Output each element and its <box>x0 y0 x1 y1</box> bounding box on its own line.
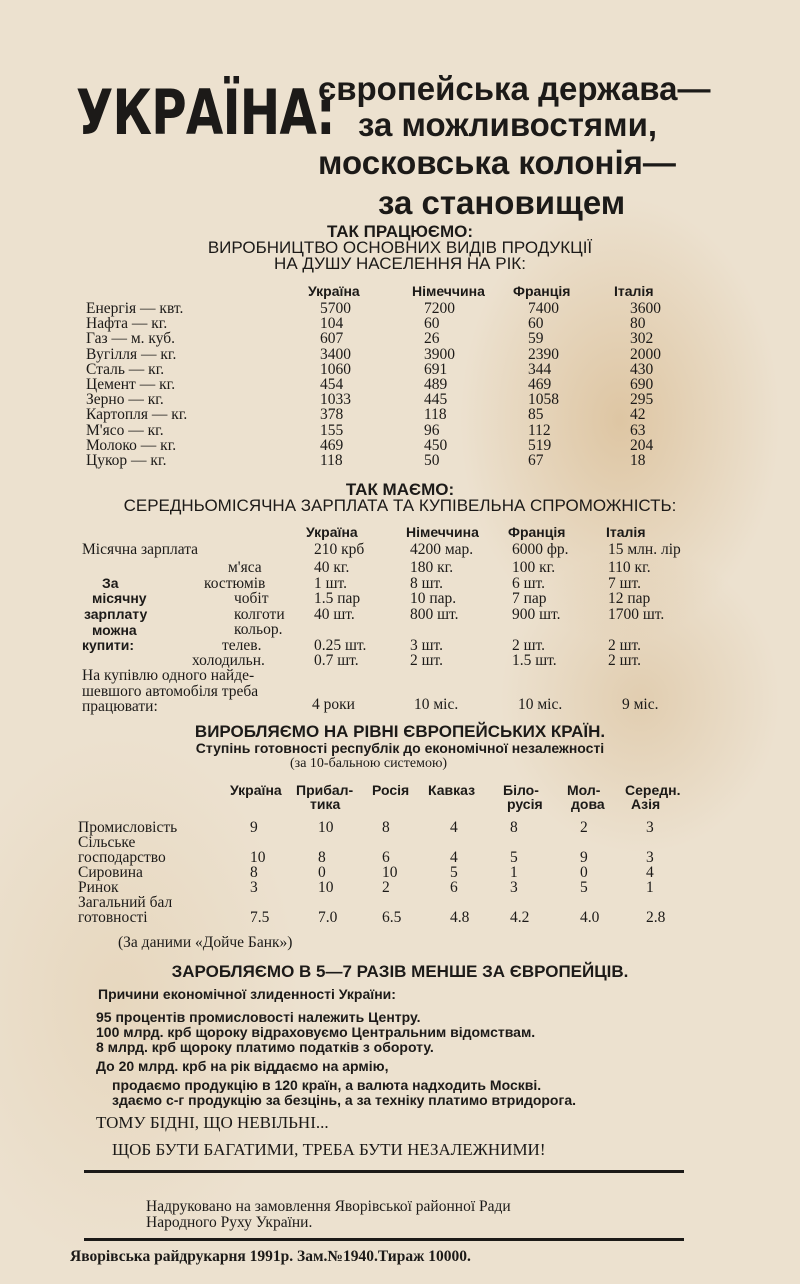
s2-heading-2: СЕРЕДНЬОМІСЯЧНА ЗАРПЛАТА ТА КУПІВЕЛЬНА СПРОМОЖНІСТЬ: <box>123 496 677 515</box>
s4-heading: ЗАРОБЛЯЄМО В 5—7 РАЗІВ МЕНШЕ ЗА ЄВРОПЕЙЦІВ. <box>171 962 629 981</box>
item-label: м'яса <box>228 559 262 576</box>
table-cell: 10 <box>250 849 266 866</box>
item-label: колготи <box>234 606 285 623</box>
table-cell: 3 <box>646 819 654 836</box>
item-label: холодильн. <box>192 652 265 669</box>
table-cell: 7200 <box>424 300 455 317</box>
table-cell: 1.5 шт. <box>512 652 557 669</box>
row-label: Сталь — кг. <box>86 360 165 378</box>
table-cell: 1700 шт. <box>608 606 665 623</box>
car-label: шевшого автомобіля треба <box>82 682 259 700</box>
table-cell: 3900 <box>424 345 455 363</box>
table-cell: 2000 <box>630 345 661 363</box>
table-cell: 7400 <box>528 300 559 317</box>
table-cell: 1 шт. <box>314 575 348 592</box>
s4-line: 95 процентів промисловості належить Центру. <box>96 1009 421 1025</box>
s4-line: здаємо с-г продукцію за безцінь, а за техніку платимо втридорога. <box>112 1092 576 1108</box>
car-label: працювати: <box>82 698 158 715</box>
table-cell: 8 шт. <box>410 575 444 592</box>
table-cell: 2 шт. <box>410 652 444 669</box>
table-cell: 519 <box>528 436 552 454</box>
table-cell: 469 <box>320 436 344 454</box>
table-cell: 9 <box>580 849 588 866</box>
table-cell: 180 кг. <box>410 559 454 576</box>
table-cell: 26 <box>424 330 440 348</box>
headline-line-1: європейська держава— <box>318 70 711 107</box>
column-header: дова <box>571 796 605 812</box>
table-cell: 454 <box>320 376 344 393</box>
table-cell: 15 млн. лір <box>608 541 681 558</box>
side-label: місячну <box>92 590 147 606</box>
row-label: Вугілля — кг. <box>86 345 177 363</box>
table-cell: 6 шт. <box>512 575 546 592</box>
row-label: М'ясо — кг. <box>86 421 164 439</box>
table-cell: 3600 <box>630 300 661 317</box>
table-cell: 67 <box>528 452 544 469</box>
table-cell: 3400 <box>320 345 351 363</box>
table-cell: 110 кг. <box>608 559 651 576</box>
column-header: Німеччина <box>412 283 485 299</box>
table-cell: 4 роки <box>312 696 355 713</box>
table-cell: 8 <box>382 819 390 836</box>
side-label: купити: <box>82 637 134 653</box>
s3-source: (За даними «Дойче Банк») <box>118 934 293 951</box>
table-cell: 6.5 <box>382 909 402 926</box>
table-cell: 63 <box>630 421 646 439</box>
table-cell: 3 <box>510 879 518 896</box>
table-cell: 8 <box>318 849 326 866</box>
column-header: Україна <box>308 283 360 299</box>
table-cell: 4.0 <box>580 909 600 926</box>
table-cell: 5 <box>450 864 458 881</box>
column-header: русія <box>507 796 543 812</box>
s1-heading-3: НА ДУШУ НАСЕЛЕННЯ НА РІК: <box>274 254 526 273</box>
table-cell: 5 <box>510 849 518 866</box>
table-cell: 9 міс. <box>622 696 659 713</box>
table-cell: 100 кг. <box>512 559 556 576</box>
s3-subheading: Ступінь готовності республік до економічної незалежності <box>195 740 605 756</box>
table-cell: 118 <box>424 406 447 424</box>
table-cell: 40 кг. <box>314 559 350 576</box>
table-cell: 204 <box>630 436 654 454</box>
s4-subheading: Причини економічної злиденності України: <box>98 986 396 1002</box>
column-header: Франція <box>508 524 566 540</box>
table-cell: 0.25 шт. <box>314 637 367 654</box>
table-cell: 9 <box>250 819 258 836</box>
table-cell: 0 <box>318 864 326 881</box>
car-label: На купівлю одного найде- <box>82 667 255 684</box>
column-header: Мол- <box>567 782 601 798</box>
s4-line: 100 млрд. крб щороку відраховуємо Центральним відомствам. <box>96 1024 536 1040</box>
side-label: За <box>102 575 119 591</box>
s4-line: продаємо продукцію в 120 країн, а валюта надходить Москві. <box>112 1077 542 1093</box>
table-cell: 10 міс. <box>414 696 459 713</box>
table-cell: 800 шт. <box>410 606 459 623</box>
row-label: Загальний бал <box>78 894 173 911</box>
row-label: Сировина <box>78 864 143 881</box>
table-cell: 1.5 пар <box>314 590 361 607</box>
column-header: Азія <box>631 796 661 812</box>
column-header: Прибал- <box>296 782 354 798</box>
row-label: готовності <box>78 909 148 926</box>
row-label: Газ — м. куб. <box>86 330 176 348</box>
s3-note: (за 10-бальною системою) <box>290 756 448 771</box>
table-cell: 5700 <box>320 300 351 317</box>
row-label: Промисловість <box>78 819 178 836</box>
table-cell: 6000 фр. <box>512 541 569 558</box>
table-cell: 3 <box>250 879 258 896</box>
column-header: Україна <box>230 782 282 798</box>
table-cell: 691 <box>424 360 448 378</box>
table-cell: 690 <box>630 376 654 393</box>
table-cell: 4200 мар. <box>410 541 474 558</box>
table-cell: 10 <box>382 864 398 881</box>
table-cell: 2 шт. <box>608 637 642 654</box>
table-cell: 302 <box>630 330 654 348</box>
column-header: Україна <box>306 524 358 540</box>
table-cell: 18 <box>630 452 646 469</box>
s2-heading-1: ТАК МАЄМО: <box>345 480 455 499</box>
table-cell: 10 <box>318 819 334 836</box>
table-cell: 6 <box>382 849 390 866</box>
table-cell: 4.8 <box>450 909 470 926</box>
table-cell: 445 <box>424 391 448 409</box>
table-cell: 450 <box>424 436 448 454</box>
table-cell: 0 <box>580 864 588 881</box>
s1-heading-2: ВИРОБНИЦТВО ОСНОВНИХ ВИДІВ ПРОДУКЦІЇ <box>207 238 593 257</box>
table-cell: 4.2 <box>510 909 530 926</box>
table-cell: 60 <box>528 315 544 333</box>
table-cell: 7 шт. <box>608 575 642 592</box>
table-cell: 4 <box>646 864 654 881</box>
table-cell: 3 <box>646 849 654 866</box>
s4-line: 8 млрд. крб щороку платимо податків з обороту. <box>96 1039 434 1055</box>
title: УКРАЇНА: <box>76 76 335 149</box>
table-cell: 60 <box>424 315 440 333</box>
row-label: господарство <box>78 849 166 866</box>
table-cell: 1033 <box>320 391 351 409</box>
table-cell: 489 <box>424 376 448 393</box>
table-cell: 900 шт. <box>512 606 561 623</box>
row-label: Цемент — кг. <box>86 376 176 393</box>
table-cell: 85 <box>528 406 544 424</box>
row-label: Ринок <box>78 879 119 896</box>
table-cell: 430 <box>630 360 654 378</box>
table-cell: 8 <box>510 819 518 836</box>
footer: Яворівська райдрукарня 1991р. Зам.№1940.Тираж 10000. <box>70 1248 471 1265</box>
table-cell: 40 шт. <box>314 606 355 623</box>
salary-label: Місячна зарплата <box>82 541 199 558</box>
row-label: Зерно — кг. <box>86 391 164 409</box>
headline-line-4: за становищем <box>378 184 626 221</box>
table-cell: 1 <box>510 864 518 881</box>
table-cell: 1058 <box>528 391 559 409</box>
table-cell: 42 <box>630 406 646 424</box>
item-label: телев. <box>222 637 262 654</box>
row-label: Цукор — кг. <box>86 452 167 469</box>
table-cell: 12 пар <box>608 590 651 607</box>
column-header: тика <box>310 796 341 812</box>
item-label: костюмів <box>204 575 266 592</box>
s1-heading-1: ТАК ПРАЦЮЄМО: <box>326 222 474 241</box>
table-cell: 155 <box>320 421 344 439</box>
conclusion-1: ТОМУ БІДНІ, ЩО НЕВІЛЬНІ... <box>96 1113 329 1132</box>
table-cell: 10 пар. <box>410 590 457 607</box>
row-label: Нафта — кг. <box>86 315 168 333</box>
table-cell: 104 <box>320 315 344 333</box>
row-label: Енергія — квт. <box>86 300 184 317</box>
table-cell: 2.8 <box>646 909 666 926</box>
divider-bottom <box>84 1238 684 1241</box>
table-cell: 7 пар <box>512 590 547 607</box>
headline-line-3: московська колонія— <box>318 144 676 181</box>
item-label: чобіт <box>234 590 269 607</box>
table-cell: 469 <box>528 376 552 393</box>
column-header: Франція <box>513 283 571 299</box>
table-cell: 6 <box>450 879 458 896</box>
table-cell: 10 <box>318 879 334 896</box>
table-cell: 2 <box>580 819 588 836</box>
table-cell: 1060 <box>320 360 351 378</box>
column-header: Середн. <box>625 782 681 798</box>
table-cell: 5 <box>580 879 588 896</box>
table-cell: 10 міс. <box>518 696 563 713</box>
headline-line-2: за можливостями, <box>358 106 658 143</box>
item-label: кольор. <box>234 621 283 638</box>
table-cell: 118 <box>320 452 343 469</box>
column-header: Росія <box>372 782 410 798</box>
table-cell: 4 <box>450 819 458 836</box>
s4-line: До 20 млрд. крб на рік віддаємо на армію, <box>96 1058 389 1074</box>
column-header: Німеччина <box>406 524 479 540</box>
imprint-line-1: Надруковано на замовлення Яворівської районної Ради <box>146 1198 511 1215</box>
imprint-line-2: Народного Руху України. <box>146 1214 313 1231</box>
column-header: Італія <box>606 524 646 540</box>
table-cell: 112 <box>528 421 551 439</box>
side-label: можна <box>92 622 137 638</box>
column-header: Кавказ <box>428 782 476 798</box>
table-cell: 295 <box>630 391 654 409</box>
table-cell: 1 <box>646 879 654 896</box>
table-cell: 378 <box>320 406 344 424</box>
table-cell: 50 <box>424 452 440 469</box>
table-cell: 2 шт. <box>608 652 642 669</box>
table-cell: 344 <box>528 360 552 378</box>
row-label: Молоко — кг. <box>86 436 177 454</box>
s3-heading: ВИРОБЛЯЄМО НА РІВНІ ЄВРОПЕЙСЬКИХ КРАЇН. <box>194 722 606 741</box>
table-cell: 2390 <box>528 345 559 363</box>
column-header: Італія <box>614 283 654 299</box>
table-cell: 0.7 шт. <box>314 652 359 669</box>
column-header: Біло- <box>503 782 539 798</box>
table-cell: 2 <box>382 879 390 896</box>
row-label: Сільське <box>78 834 136 851</box>
table-cell: 3 шт. <box>410 637 444 654</box>
table-cell: 4 <box>450 849 458 866</box>
table-cell: 8 <box>250 864 258 881</box>
table-cell: 607 <box>320 330 344 348</box>
table-cell: 2 шт. <box>512 637 546 654</box>
table-cell: 7.5 <box>250 909 270 926</box>
table-cell: 80 <box>630 315 646 333</box>
table-cell: 210 крб <box>314 541 365 558</box>
table-cell: 7.0 <box>318 909 338 926</box>
row-label: Картопля — кг. <box>86 406 188 424</box>
side-label: зарплату <box>84 606 148 622</box>
conclusion-2: ЩОБ БУТИ БАГАТИМИ, ТРЕБА БУТИ НЕЗАЛЕЖНИМИ! <box>112 1140 546 1159</box>
divider-top <box>84 1170 684 1173</box>
table-cell: 59 <box>528 330 544 348</box>
table-cell: 96 <box>424 421 440 439</box>
